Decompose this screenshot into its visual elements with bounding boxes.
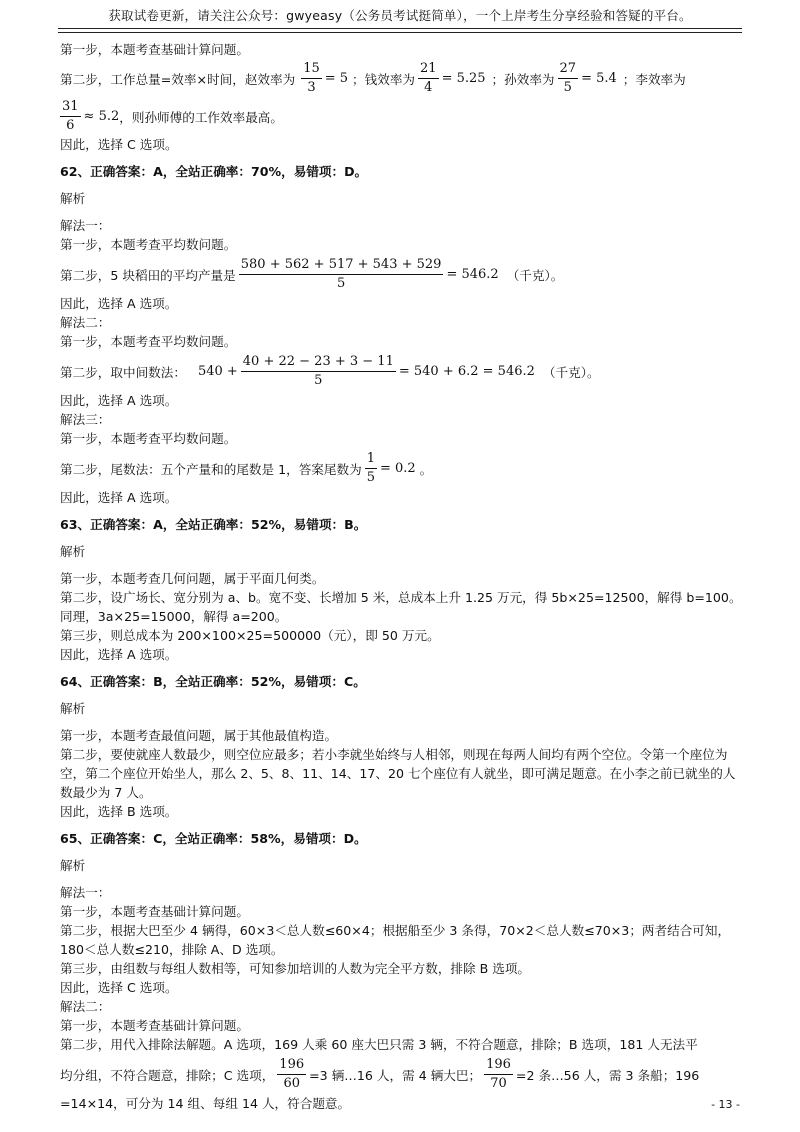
q62-m3-step1: 第一步，本题考查平均数问题。	[60, 431, 237, 446]
q65-m1-answer: 因此，选择 C 选项。	[60, 980, 178, 995]
q61-step2-text: 第二步，工作总量=效率×时间，赵效率为	[60, 71, 296, 87]
q63-step2: 第二步，设广场长、宽分别为 a、b。宽不变、长增加 5 米，总成本上升 1.25 万元，得 5b×25=12500，解得 b=100。同理，3a×25=15000，解得 a=200。	[60, 590, 742, 624]
q62-m3-step2-text: 第二步，尾数法：五个产量和的尾数是 1，答案尾数为	[60, 461, 362, 477]
q64-step1: 第一步，本题考查最值问题，属于其他最值构造。	[60, 728, 338, 743]
q63-step3: 第三步，则总成本为 200×100×25=500000（元），即 50 万元。	[60, 628, 440, 643]
q62-m2-prefix: 540 +	[197, 363, 238, 379]
q61-frac-li: $\frac{31}{6}$	[62, 98, 79, 133]
q64-step2: 第二步，要使就座人数最少，则空位应最多；若小李就坐始终与人相邻，则现在每两人间均有两个空位。令第一个座位为空，第二个座位开始坐人，那么 2、5、8、11、14、17、20 七个座位有人就坐，即可满足题意。在小李之前已就坐的人数最少为 7 人。	[60, 747, 736, 800]
q65-frac-bus: $\frac{196}{60}$	[279, 1056, 305, 1091]
q62-m2-fraction: $\frac{40 + 22 - 23 + 3 - 11}{5}$	[242, 353, 394, 388]
q63-analysis-label: 解析	[60, 544, 86, 559]
q63-title: 63、正确答案：A，全站正确率：52%，易错项：B。	[60, 517, 367, 532]
q61-frac-qian-result: = 5.25	[441, 70, 486, 86]
q61-step2-qian: ；钱效率为	[352, 71, 416, 87]
q61-step2	[60, 59, 744, 97]
q62-m2-unit: （千克）。	[542, 364, 600, 380]
q62-title: 62、正确答案：A，全站正确率：70%，易错项：D。	[60, 164, 368, 179]
q62-m2-answer: 因此，选择 A 选项。	[60, 393, 178, 408]
q65-m1-step1: 第一步，本题考查基础计算问题。	[60, 904, 249, 919]
q62-m1-step2-text: 第二步，5 块稻田的平均产量是	[60, 267, 236, 283]
q62-m2-step2	[60, 351, 744, 391]
q64-analysis-label: 解析	[60, 701, 86, 716]
q62-m3-fraction: $\frac{1}{5}$	[366, 450, 375, 485]
q61-step2-li: ；李效率为	[622, 71, 686, 87]
q62-method1: 解法一：	[60, 218, 111, 233]
q64-title: 64、正确答案：B，全站正确率：52%，易错项：C。	[60, 674, 366, 689]
q62-m3-step2	[60, 448, 744, 488]
q65-m2-conclusion: =14×14，可分为 14 组、每组 14 人，符合题意。	[60, 1096, 351, 1111]
q61-frac-zhao-result: = 5	[324, 70, 349, 86]
q62-m1-answer: 因此，选择 A 选项。	[60, 296, 178, 311]
q65-method2: 解法二：	[60, 999, 111, 1014]
q65-title: 65、正确答案：C，全站正确率：58%，易错项：D。	[60, 831, 367, 846]
q62-method3: 解法三：	[60, 412, 111, 427]
q62-m1-result: = 546.2	[446, 266, 499, 282]
page-content	[60, 40, 744, 1113]
q62-m2-step2-text: 第二步，取中间数法：	[60, 364, 186, 380]
header-rule-thin	[58, 32, 742, 33]
q61-frac-sun: $\frac{27}{5}$	[559, 60, 577, 95]
q62-analysis-label: 解析	[60, 191, 86, 206]
q62-m3-period: 。	[419, 461, 433, 477]
q61-step1: 第一步，本题考查基础计算问题。	[60, 42, 249, 57]
q65-frac-boat: $\frac{196}{70}$	[486, 1056, 511, 1091]
q65-m2-text-b: =3 辆…16 人，需 4 辆大巴；	[309, 1067, 482, 1083]
q62-method2: 解法二：	[60, 315, 111, 330]
q62-m3-result: = 0.2	[379, 460, 416, 476]
q65-m2-step2: 第二步，用代入排除法解题。A 选项，169 人乘 60 座大巴只需 3 辆，不符合题意，排除；B 选项，181 人无法平	[60, 1037, 698, 1052]
q62-m3-answer: 因此，选择 A 选项。	[60, 490, 178, 505]
q61-frac-zhao: $\frac{15}{3}$	[303, 60, 320, 95]
q63-step1: 第一步，本题考查几何问题，属于平面几何类。	[60, 571, 325, 586]
q61-answer: 因此，选择 C 选项。	[60, 137, 178, 152]
page-number: - 13 -	[711, 1098, 740, 1111]
q65-analysis-label: 解析	[60, 858, 86, 873]
q65-method1: 解法一：	[60, 885, 111, 900]
q61-step2-conclusion: ，则孙师傅的工作效率最高。	[119, 109, 283, 125]
q65-m2-text-a: 均分组，不符合题意，排除；C 选项，	[60, 1067, 275, 1083]
q61-frac-qian: $\frac{21}{4}$	[420, 60, 437, 95]
page-header: 获取试卷更新，请关注公众号：gwyeasy（公务员考试挺简单），一个上岸考生分享经验和答疑的平台。	[108, 8, 692, 23]
q62-m1-step1: 第一步，本题考查平均数问题。	[60, 237, 237, 252]
q61-frac-sun-result: = 5.4	[581, 70, 617, 86]
q61-frac-li-result: ≈ 5.2	[83, 108, 120, 124]
q65-m2-step2-cont	[60, 1054, 744, 1094]
q62-m2-result: = 540 + 6.2 = 546.2	[398, 363, 535, 379]
q65-m1-step3: 第三步，由组数与每组人数相等，可知参加培训的人数为完全平方数，排除 B 选项。	[60, 961, 531, 976]
q65-m2-step1: 第一步，本题考查基础计算问题。	[60, 1018, 249, 1033]
q61-step2-sun: ；孙效率为	[491, 71, 555, 87]
q62-m2-step1: 第一步，本题考查平均数问题。	[60, 334, 237, 349]
q62-m1-fraction: $\frac{580 + 562 + 517 + 543 + 529}{5}$	[240, 256, 442, 291]
header-rule	[58, 28, 742, 29]
q63-answer: 因此，选择 A 选项。	[60, 647, 178, 662]
q65-m1-step2: 第二步，根据大巴至少 4 辆得，60×3＜总人数≤60×4；根据船至少 3 条得，70×2＜总人数≤70×3；两者结合可知，180＜总人数≤210，排除 A、D 选项。	[60, 923, 731, 957]
q62-m1-unit: （千克）。	[506, 267, 564, 283]
q62-m1-step2	[60, 254, 744, 294]
q64-answer: 因此，选择 B 选项。	[60, 804, 178, 819]
q65-m2-text-c: =2 条…56 人，需 3 条船；196	[515, 1067, 700, 1083]
q61-step2-cont	[60, 97, 744, 135]
